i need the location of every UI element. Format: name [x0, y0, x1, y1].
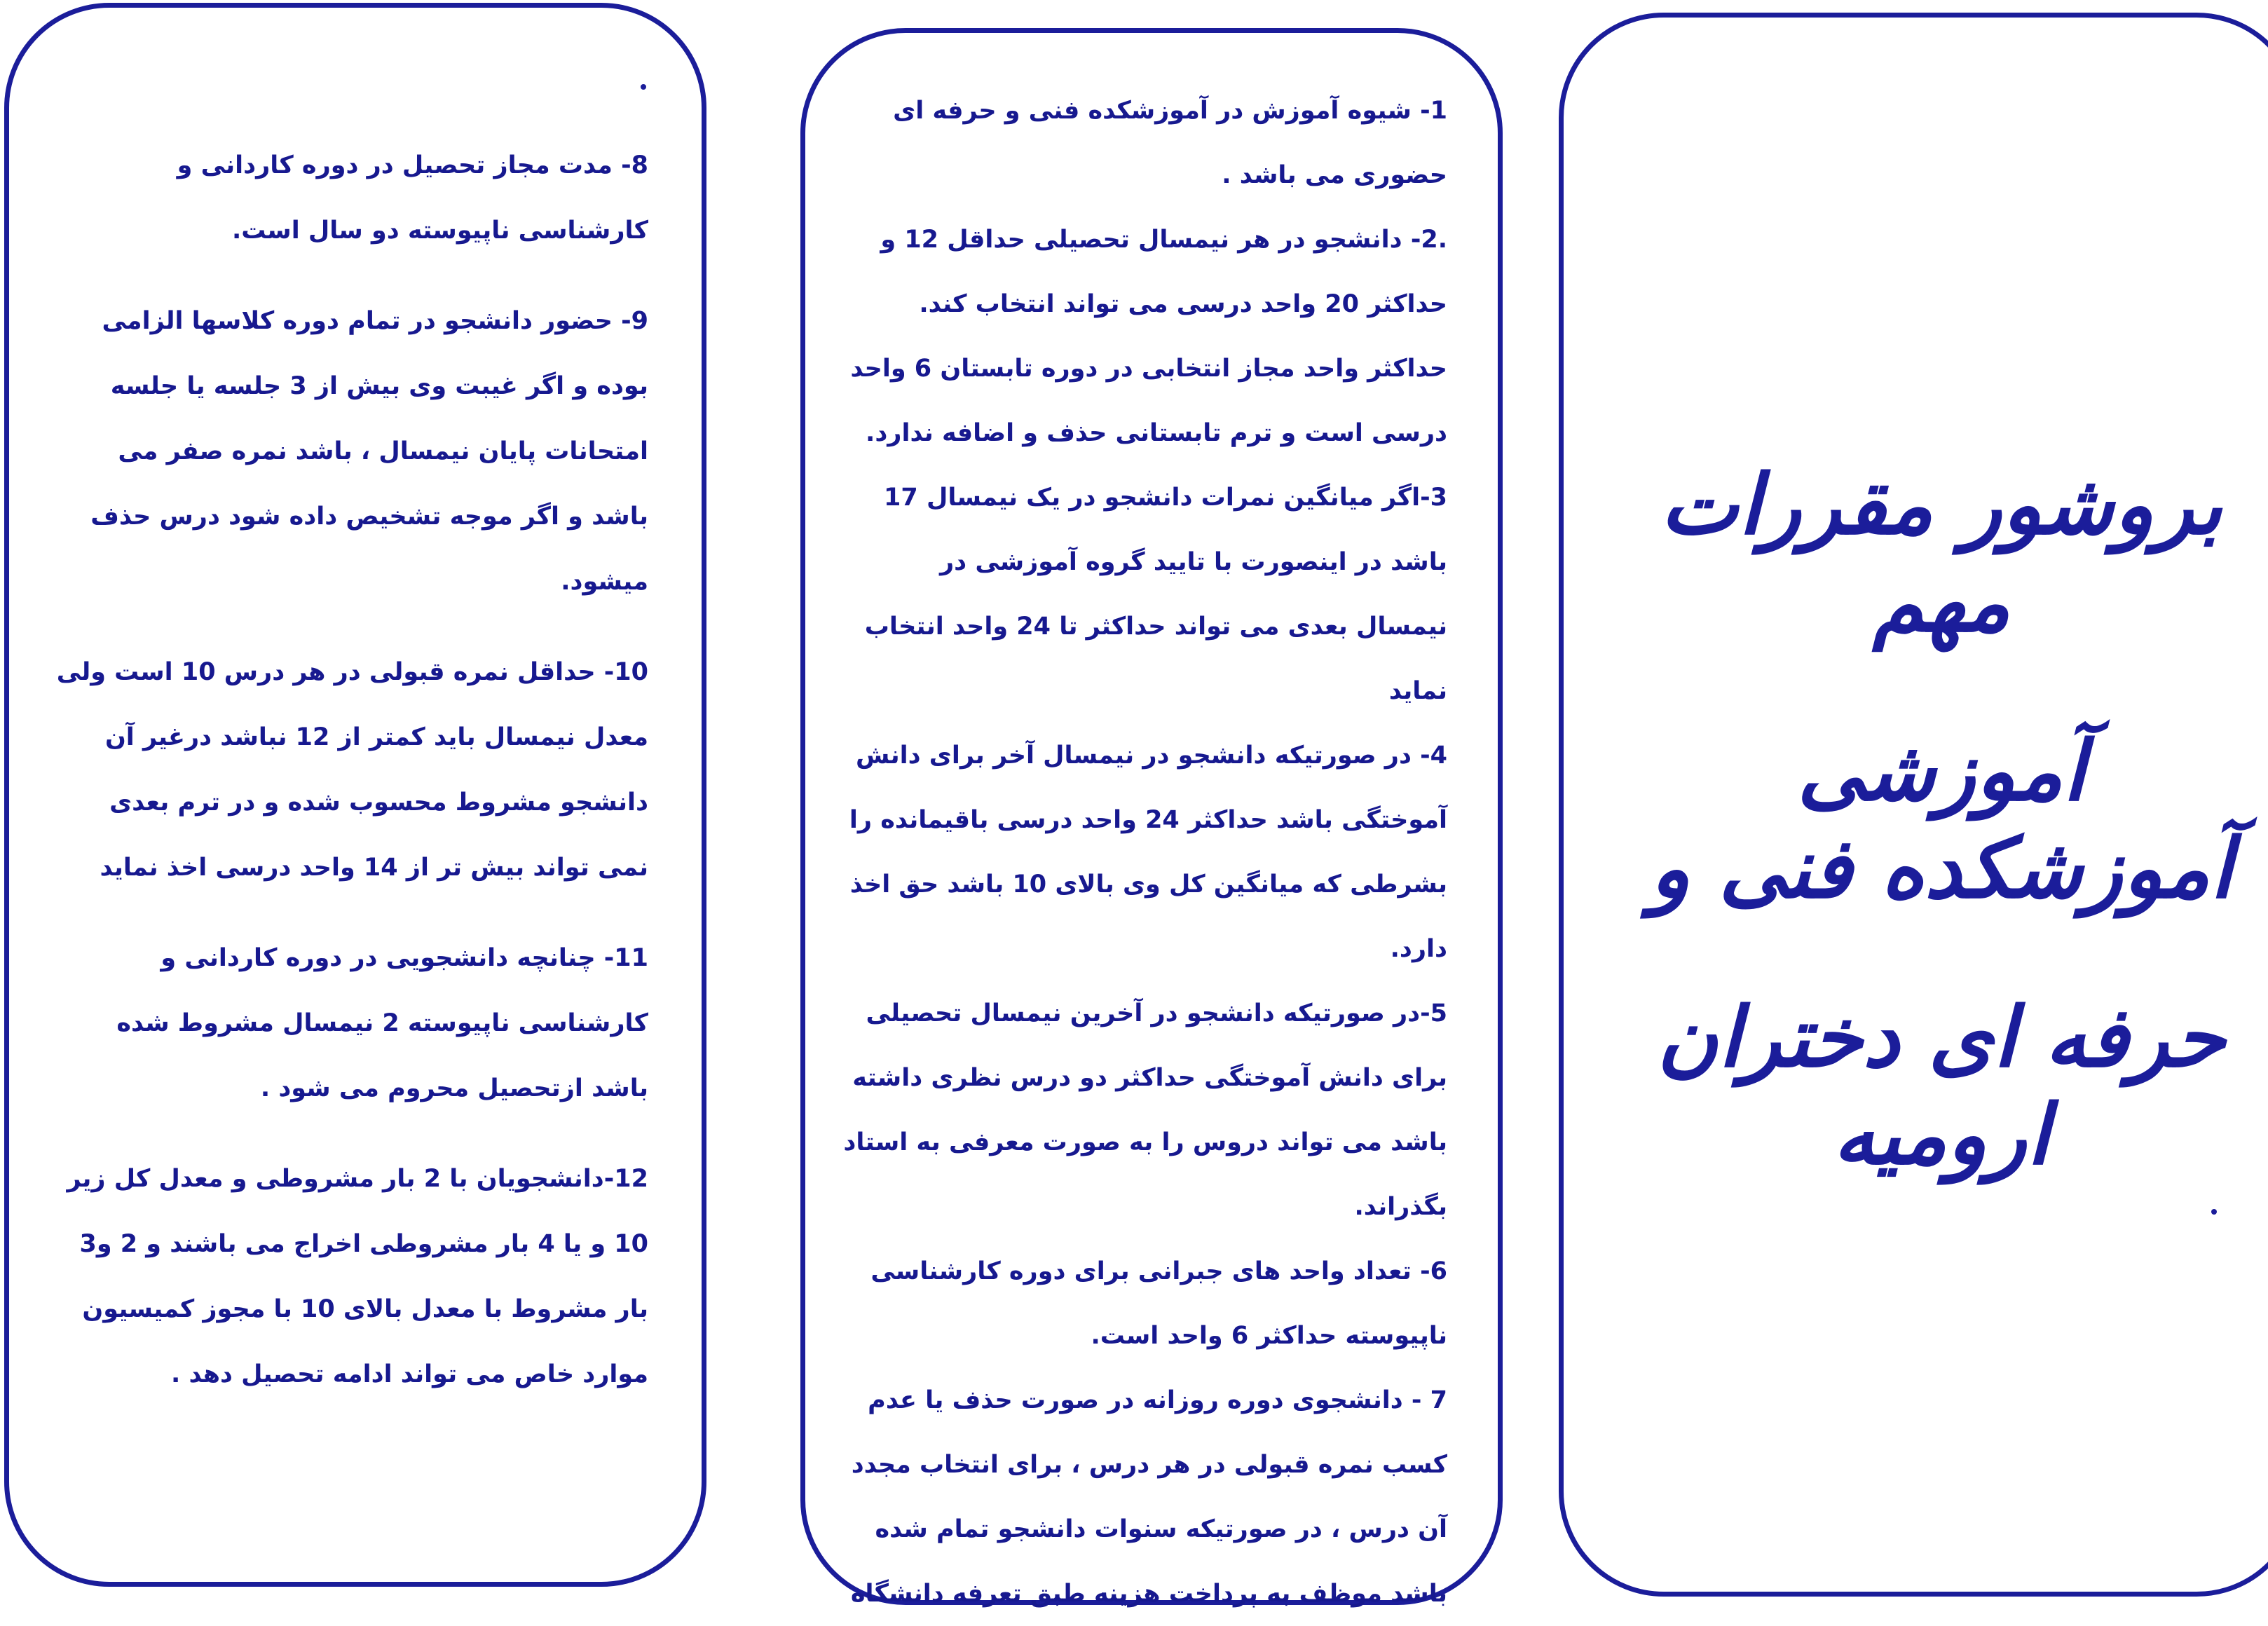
- middle-column: [841, 78, 1447, 1626]
- cover-title-line-3: حرفه ای دختران ارومیه: [1657, 988, 2226, 1183]
- rule-12: 12-دانشجویان با 2 بار مشروطی و معدل کل زیر 10 و یا 4 بار مشروطی اخراج می باشند و 2 و3 بار مشروط با معدل بالای 10 با مجوز کمیسیون موارد خاص می تواند ادامه تحصیل دهد .: [67, 1165, 648, 1388]
- rule-3: 3-اگر میانگین نمرات دانشجو در یک نیمسال 17 باشد در اینصورت با تایید گروه آموزشی در نیمسال بعدی می تواند حداکثر تا 24 واحد انتخاب نماید: [864, 484, 1447, 705]
- rule-4: 4- در صورتیکه دانشجو در نیمسال آخر برای دانش آموختگی باشد حداکثر 24 واحد درسی باقیمانده را بشرطی که میانگین کل وی بالای 10 باشد حق اخذ دارد.: [849, 742, 1447, 963]
- rule-7: 7 - دانشجوی دوره روزانه در صورت حذف یا عدم کسب نمره قبولی در هر درس ، برای انتخاب مجدد آن درس ، در صورتیکه سنوات دانشجو تمام شده باشد موظف به پرداخت هزینه طبق تعرفه دانشگاه: [850, 1386, 1447, 1608]
- rule-5: 5-در صورتیکه دانشجو در آخرین نیمسال تحصیلی برای دانش آموختگی حداکثر دو درس نظری داشته باشد می تواند دروس را به صورت معرفی به استاد بگذراند.: [843, 999, 1447, 1221]
- rule-9: 9- حضور دانشجو در تمام دوره کلاسها الزامی بوده و اگر غیبت وی بیش از 3 جلسه یا جلسه امتحانات پایان نیمسال ، باشد نمره صفر می باشد و اگر موجه تشخیص داده شود درس حذف میشود.: [90, 307, 648, 596]
- cover-title-line-2: آموزشی آموزشکده فنی و: [1650, 722, 2233, 917]
- rule-8: 8- مدت مجاز تحصیل در دوره کاردانی و کارشناسی ناپیوسته دو سال است.: [177, 151, 648, 245]
- cover-dot: [2211, 1209, 2217, 1215]
- rule-1: 1- شیوه آموزش در آموزشکده فنی و حرفه ای حضوری می باشد .: [893, 97, 1447, 189]
- rule-2: .2- دانشجو در هر نیمسال تحصیلی حداقل 12 و حداکثر 20 واحد درسی می تواند انتخاب کند. حداکثر واحد مجاز انتخابی در دوره تابستان 6 واحد درسی است و ترم تابستانی حذف و اضافه ندارد.: [850, 226, 1447, 447]
- cover-title-line-1: بروشور مقررات مهم: [1660, 456, 2222, 650]
- left-column: [56, 133, 648, 1433]
- rule-6: 6- تعداد واحد های جبرانی برای دوره کارشناسی ناپیوسته حداکثر 6 واحد است.: [870, 1257, 1447, 1350]
- rule-10: 10- حداقل نمره قبولی در هر درس 10 است ولی معدل نیمسال باید کمتر از 12 نباشد درغیر آن دانشجو مشروط محسوب شده و در ترم بعدی نمی تواند بیش تر از 14 واحد درسی اخذ نماید: [56, 658, 648, 882]
- left-dot: [641, 84, 646, 90]
- rule-11: 11- چنانچه دانشجویی در دوره کاردانی و کارشناسی ناپیوسته 2 نیمسال مشروط شده باشد ازتحصیل محروم می شود .: [116, 944, 648, 1102]
